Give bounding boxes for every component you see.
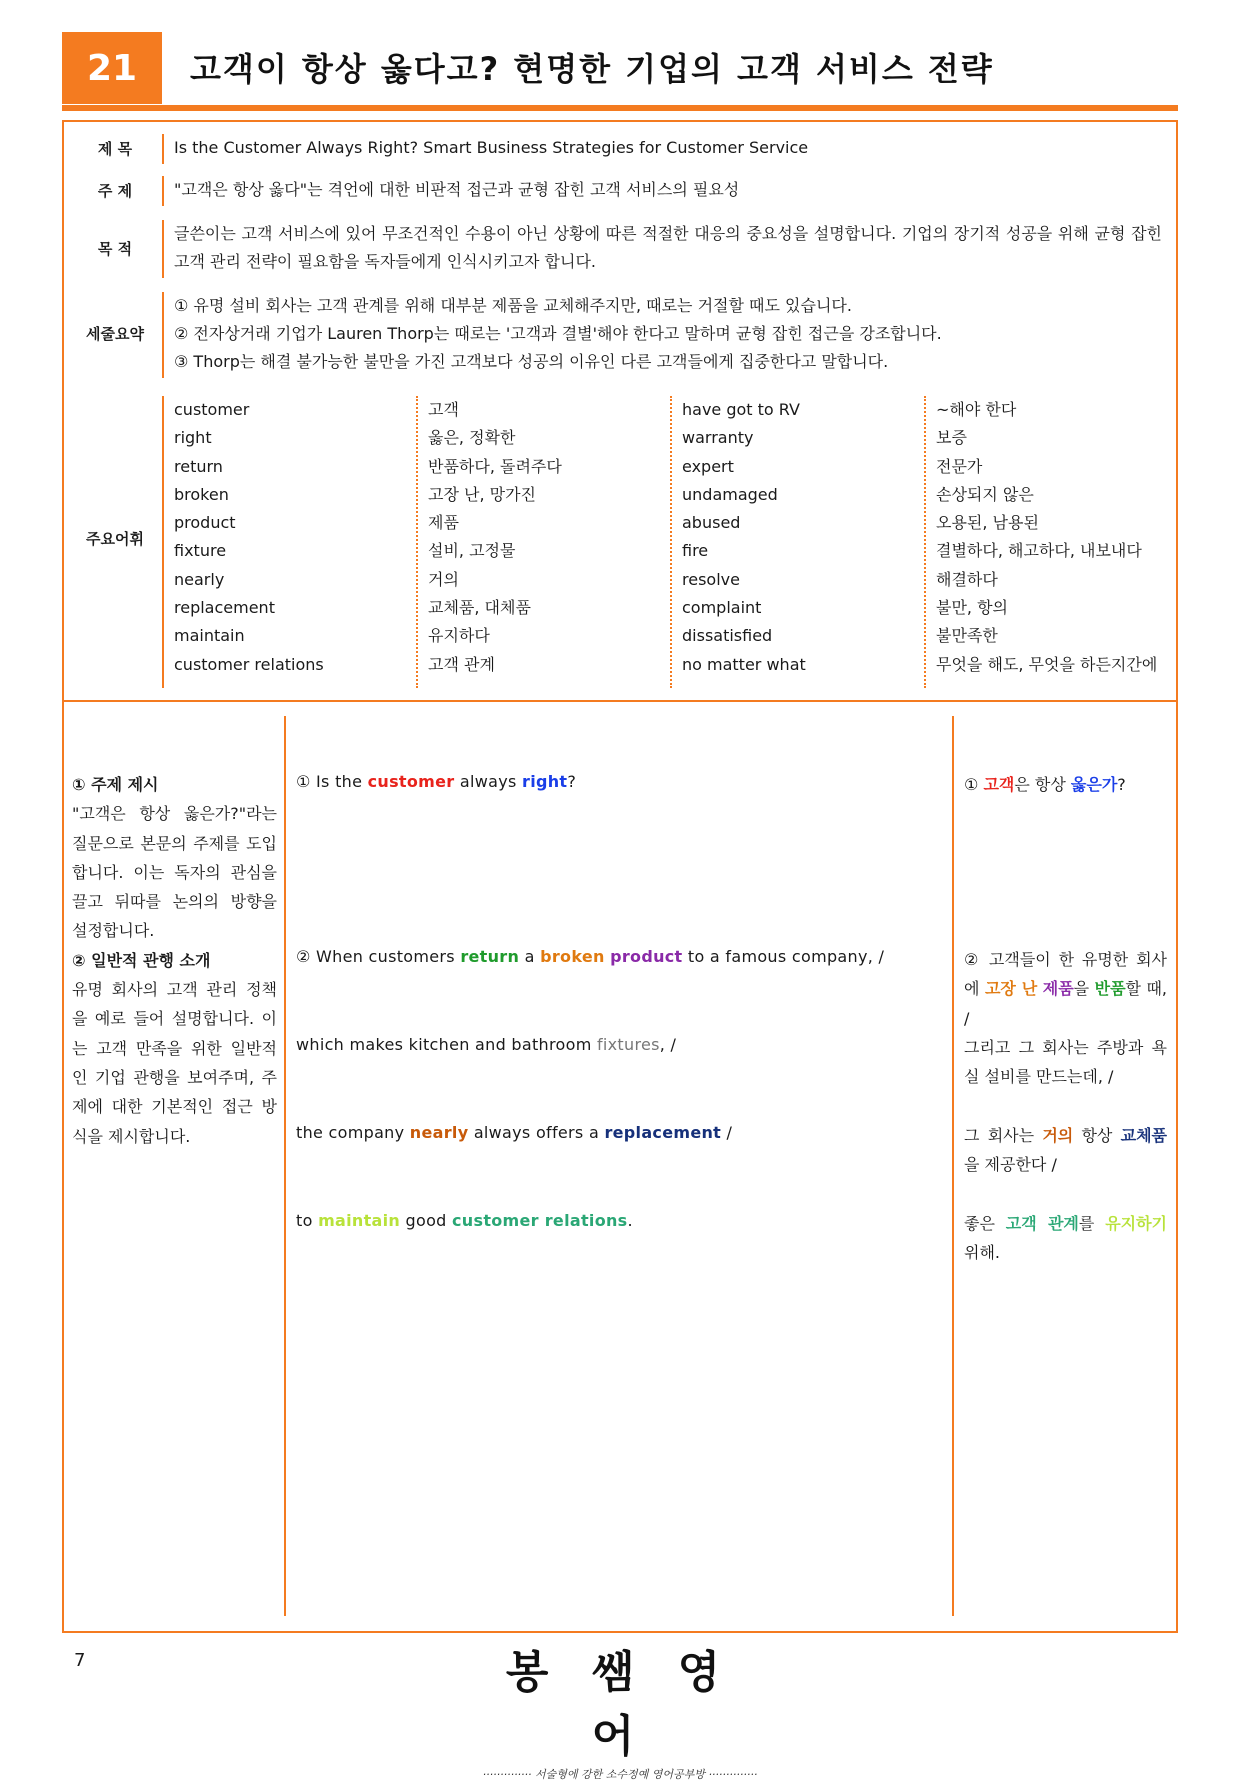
- keyword-fixtures: fixtures: [596, 1035, 660, 1054]
- vocab-item: 손상되지 않은: [936, 484, 1034, 504]
- vocab-item: 교체품, 대체품: [428, 598, 531, 618]
- keyword-return: 반품: [1094, 979, 1126, 999]
- vocab-item: dissatisfied: [682, 626, 773, 646]
- keyword-right: right: [522, 772, 568, 791]
- text: 그 회사는: [964, 1126, 1043, 1145]
- vocab-label: 주요어휘: [86, 530, 144, 548]
- vocab-item: broken: [174, 484, 229, 504]
- topic-value: "고객은 항상 옳다"는 격언에 대한 비판적 접근과 균형 잡힌 고객 서비스의 필요성: [174, 180, 740, 199]
- text: .: [627, 1211, 633, 1230]
- korean-sentence-2c: [964, 1121, 1167, 1180]
- vocab-bar: [162, 396, 164, 688]
- note-heading: ① 주제 제시: [72, 775, 159, 794]
- vocab-item: 오용된, 남용된: [936, 513, 1039, 533]
- note-body: "고객은 항상 옳은가?"라는 질문으로 본문의 주제를 도입합니다. 이는 독자의 관심을 끌고 뒤따를 논의의 방향을 설정합니다.: [72, 804, 277, 941]
- vocab-english-2: [682, 396, 806, 679]
- vocab-item: product: [174, 513, 236, 533]
- text: 은 항상: [1014, 775, 1071, 794]
- text: ① Is the: [296, 772, 368, 791]
- vocab-item: 고장 난, 망가진: [428, 484, 536, 504]
- header-divider: [62, 105, 1178, 111]
- vocab-item: replacement: [174, 598, 275, 618]
- text: 을 제공한다 /: [964, 1155, 1057, 1175]
- vocab-item: 불만족한: [936, 626, 998, 646]
- text: ?: [567, 772, 577, 791]
- vocab-item: 고객 관계: [428, 654, 495, 674]
- text: ② When customers: [296, 947, 461, 966]
- summary-list: [174, 292, 942, 376]
- keyword-product: product: [610, 947, 683, 966]
- vocab-item: undamaged: [682, 484, 778, 504]
- keyword-broken: 고장 난: [984, 979, 1038, 999]
- vocab-item: 설비, 고정물: [428, 541, 516, 561]
- text: which makes kitchen and bathroom: [296, 1035, 597, 1054]
- text: 항상: [1073, 1126, 1121, 1145]
- keyword-replacement: replacement: [604, 1123, 722, 1142]
- vocab-item: customer relations: [174, 654, 324, 674]
- vocab-item: no matter what: [682, 654, 806, 674]
- vocab-item: right: [174, 428, 212, 448]
- keyword-nearly: nearly: [409, 1123, 469, 1142]
- page-title: 고객이 항상 옳다고? 현명한 기업의 고객 서비스 전략: [190, 50, 994, 88]
- lesson-number: 21: [62, 32, 162, 104]
- vocab-separator: [670, 396, 672, 688]
- text: a: [519, 947, 541, 966]
- dots-left: ··············: [482, 1768, 532, 1781]
- column-divider-right: [952, 716, 954, 1616]
- title-value: Is the Customer Always Right? Smart Business Strategies for Customer Service: [174, 138, 809, 157]
- vocab-item: ~해야 한다: [936, 400, 1017, 419]
- text: always offers a: [468, 1123, 605, 1142]
- korean-sentence-2a: [964, 945, 1167, 1033]
- vocab-separator: [924, 396, 926, 688]
- topic-label: 주 제: [97, 182, 133, 200]
- keyword-nearly: 거의: [1042, 1126, 1074, 1145]
- vocab-item: nearly: [174, 569, 225, 589]
- text: always: [454, 772, 523, 791]
- vocab-item: warranty: [682, 428, 754, 448]
- vocab-item: complaint: [682, 598, 762, 618]
- vocab-item: 전문가: [936, 456, 983, 476]
- analysis-notes: [72, 770, 277, 1151]
- keyword-maintain: 유지하기: [1105, 1214, 1168, 1233]
- text: , /: [659, 1035, 677, 1054]
- vocab-item: 옳은, 정확한: [428, 428, 516, 448]
- text: ?: [1117, 775, 1126, 794]
- title-label: 제 목: [97, 140, 133, 158]
- vocab-korean-2: [936, 396, 1157, 679]
- vocab-item: 유지하다: [428, 626, 490, 646]
- vocab-item: 무엇을 해도, 무엇을 하든지간에: [936, 654, 1158, 674]
- text: good: [400, 1211, 453, 1230]
- summary-item: ① 유명 설비 회사는 고객 관계를 위해 대부분 제품을 교체해주지만, 때로는 거절할 때도 있습니다.: [174, 296, 852, 315]
- vocab-item: customer: [174, 400, 250, 419]
- keyword-return: return: [460, 947, 520, 966]
- english-sentence-2d: [296, 1211, 633, 1230]
- keyword-maintain: maintain: [318, 1211, 401, 1230]
- english-sentence-1: [296, 772, 576, 791]
- korean-sentence-2d: [964, 1209, 1167, 1268]
- vocab-item: 거의: [428, 569, 459, 589]
- english-sentence-2a: [296, 947, 884, 966]
- vocab-korean-1: [428, 396, 562, 679]
- text: to a famous company, /: [682, 947, 885, 966]
- summary-label: 세줄요약: [86, 325, 144, 343]
- logo-text: 봉 쌤 영 어: [505, 1647, 735, 1762]
- text: to: [296, 1211, 319, 1230]
- vocab-separator: [416, 396, 418, 688]
- vocab-item: fire: [682, 541, 709, 561]
- text: /: [721, 1123, 733, 1142]
- section-divider: [62, 700, 1178, 702]
- text: 을: [1073, 979, 1095, 999]
- logo-tagline: [470, 1766, 770, 1782]
- keyword-broken: broken: [540, 947, 605, 966]
- keyword-replacement: 교체품: [1120, 1126, 1167, 1145]
- text: 할 때, /: [964, 979, 1167, 1028]
- keyword-customer-relations: customer relations: [452, 1211, 628, 1230]
- topic-bar: [162, 176, 164, 206]
- english-sentence-2c: [296, 1123, 732, 1142]
- page-number: 7: [74, 1650, 86, 1671]
- summary-item: ② 전자상거래 기업가 Lauren Thorp는 때로는 '고객과 결별'해야 한다고 말하며 균형 잡힌 접근을 강조합니다.: [174, 324, 942, 343]
- vocab-item: return: [174, 456, 223, 476]
- vocab-item: have got to RV: [682, 400, 800, 419]
- vocab-item: 불만, 항의: [936, 598, 1008, 618]
- vocab-item: expert: [682, 456, 734, 476]
- vocab-item: abused: [682, 513, 741, 533]
- korean-sentence-2b: 그리고 그 회사는 주방과 욕실 설비를 만드는데, /: [964, 1038, 1167, 1087]
- summary-item: ③ Thorp는 해결 불가능한 불만을 가진 고객보다 성공의 이유인 다른 고객들에게 집중한다고 말합니다.: [174, 352, 889, 371]
- purpose-value: 글쓴이는 고객 서비스에 있어 무조건적인 수용이 아닌 상황에 따른 적절한 대응의 중요성을 설명합니다. 기업의 장기적 성공을 위해 균형 잡힌 고객 관리 전략이 필요함을 독자들에게 인식시키고자 합니다.: [174, 224, 1162, 271]
- vocab-item: 고객: [428, 400, 459, 419]
- vocab-item: 보증: [936, 428, 967, 448]
- text: 위해.: [964, 1243, 1000, 1263]
- text: ② 고객들이 한 유명한 회사에: [964, 950, 1167, 999]
- title-bar: [162, 134, 164, 164]
- keyword-customer-relations: 고객 관계: [1005, 1214, 1079, 1233]
- keyword-customer: 고객: [983, 775, 1015, 794]
- dots-right: ··············: [708, 1768, 758, 1781]
- vocab-item: maintain: [174, 626, 245, 646]
- text: 를: [1078, 1214, 1106, 1233]
- purpose-label: 목 적: [97, 240, 133, 258]
- vocab-item: 반품하다, 돌려주다: [428, 456, 562, 476]
- vocab-item: fixture: [174, 541, 227, 561]
- keyword-right: 옳은가: [1070, 775, 1118, 794]
- summary-bar: [162, 292, 164, 378]
- vocab-item: 결별하다, 해고하다, 내보내다: [936, 541, 1142, 561]
- keyword-product: 제품: [1042, 979, 1074, 999]
- tagline-text: 서술형에 강한 소수정예 영어공부방: [535, 1768, 705, 1781]
- vocab-item: 해결하다: [936, 569, 998, 589]
- english-sentence-2b: [296, 1035, 676, 1054]
- vocab-item: resolve: [682, 569, 740, 589]
- text: ①: [964, 775, 984, 794]
- note-heading: ② 일반적 관행 소개: [72, 950, 211, 970]
- vocab-english-1: [174, 396, 324, 679]
- text: 좋은: [964, 1214, 1006, 1233]
- column-divider-left: [284, 716, 286, 1616]
- vocab-item: 제품: [428, 513, 459, 533]
- note-body: 유명 회사의 고객 관리 정책을 예로 들어 설명합니다. 이는 고객 만족을 위한 일반적인 기업 관행을 보여주며, 주제에 대한 기본적인 접근 방식을 제시합니다.: [72, 980, 277, 1146]
- text: the company: [296, 1123, 410, 1142]
- brand-logo: [470, 1636, 770, 1782]
- purpose-bar: [162, 220, 164, 278]
- korean-sentence-1: [964, 770, 1167, 799]
- keyword-customer: customer: [367, 772, 455, 791]
